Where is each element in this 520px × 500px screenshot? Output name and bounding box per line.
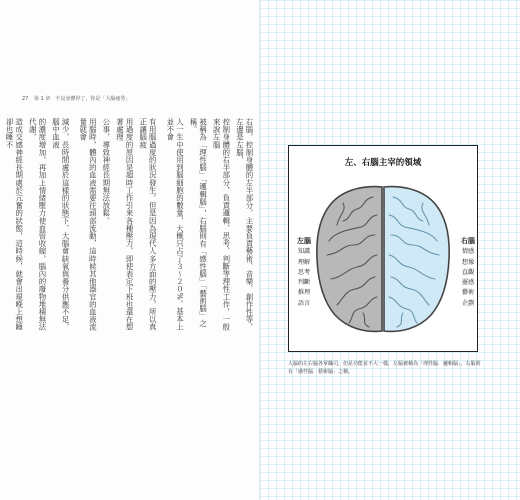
right-brain-item: 想像 (461, 258, 475, 266)
figure-title: 左、右腦主宰的領域 (344, 158, 422, 168)
body-column: 用過度的原因是超時工作引來各種壓力，即使表定下班也還在想著處理 (115, 118, 135, 331)
right-brain-heading: 右腦 (461, 237, 475, 245)
left-brain-item: 語言 (297, 299, 311, 307)
body-column: 減少，長時間處於這樣的狀態下，大腦會缺氧與養分供應不足，腦中血液 (51, 118, 71, 331)
right-brain-item: 藝術 (461, 289, 475, 297)
left-brain-item: 推理 (297, 289, 311, 297)
left-brain-heading: 左腦 (297, 237, 311, 245)
left-brain-item: 理解 (297, 258, 311, 266)
body-column: 用腦時，體內的血液需要往頭部流動，這時候其他器官的血液流量就會 (78, 118, 98, 331)
left-brain-item: 思考 (297, 268, 311, 276)
body-column: 被稱為「理性腦」「邏輯腦」，右腦則有「感性腦」「藝術腦」之稱。 (189, 118, 208, 328)
left-brain-item: 知識 (297, 248, 311, 256)
brain-illustration (313, 181, 453, 336)
left-hemisphere (317, 187, 382, 332)
body-column: 控制身體的右半部分，負責邏輯、思考、判斷等理性工作，一般來說左腦 (212, 118, 231, 331)
body-column: 人一生中使用到腦細胞的數量，大概只占了３～２０%。基本上並不會 (165, 118, 185, 331)
right-brain-item: 情感 (461, 248, 475, 256)
right-brain-labels (461, 236, 475, 309)
figure-caption: 人腦的左右腦各掌職司，但是功能並不大一樣，左腦被稱為「理性腦．邏輯腦」，右腦則有「感性腦．藝術腦」之稱。 (288, 361, 481, 375)
body-column: 造成交感神經長期處於亢奮的狀態，這時候，就會出現晚上想睡卻也睡不 (5, 118, 24, 331)
body-column: 的濃度增加，再加上情緒壓力使血管收縮，腦內的廢物堆積無法代謝， (28, 118, 47, 331)
right-brain-item: 企劃 (461, 299, 475, 307)
left-brain-item: 判斷 (297, 279, 311, 287)
left-brain-labels (297, 236, 311, 309)
page-number: 27 (22, 96, 29, 102)
right-brain-item: 靈感 (461, 279, 475, 287)
right-brain-item: 直觀 (461, 268, 475, 276)
body-column (0, 118, 1, 333)
chapter-title: 第 1 章 不良身體停了，你是「大腦疲勞」 (33, 96, 131, 102)
running-head (22, 95, 130, 102)
body-text (0, 118, 254, 333)
body-column: 有用腦過度的狀況發生。但是因為現代人多方面的壓力，所以真正讓腦疲 (138, 118, 158, 331)
body-column: 公事，導致神經長期無法放鬆。 (101, 118, 111, 225)
right-hemisphere (384, 187, 449, 332)
body-column: 右腦，控制身體的左半部分，主要負責藝術、音樂、創作性等，左邊是左腦， (235, 118, 254, 331)
